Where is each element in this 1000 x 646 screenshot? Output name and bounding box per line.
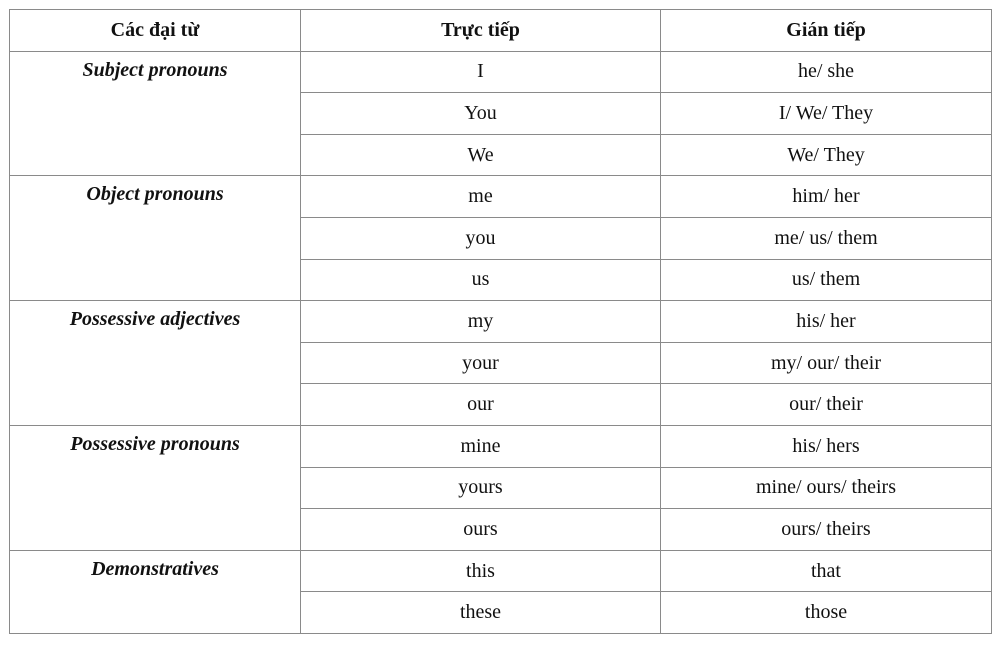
direct-cell: my bbox=[301, 301, 661, 343]
direct-cell: You bbox=[301, 93, 661, 135]
header-direct: Trực tiếp bbox=[301, 10, 661, 52]
direct-cell: mine bbox=[301, 425, 661, 467]
indirect-cell: our/ their bbox=[661, 384, 992, 426]
category-demonstratives: Demonstratives bbox=[10, 550, 301, 633]
table-row bbox=[10, 176, 992, 218]
indirect-cell: ours/ theirs bbox=[661, 509, 992, 551]
direct-cell: these bbox=[301, 592, 661, 634]
pronoun-table bbox=[9, 9, 992, 634]
direct-cell: you bbox=[301, 217, 661, 259]
indirect-cell: me/ us/ them bbox=[661, 217, 992, 259]
indirect-cell: his/ hers bbox=[661, 425, 992, 467]
indirect-cell: those bbox=[661, 592, 992, 634]
direct-cell: We bbox=[301, 134, 661, 176]
table-row bbox=[10, 550, 992, 592]
category-subject-pronouns: Subject pronouns bbox=[10, 51, 301, 176]
table-row bbox=[10, 425, 992, 467]
table-row bbox=[10, 301, 992, 343]
header-row bbox=[10, 10, 992, 52]
header-category: Các đại từ bbox=[10, 10, 301, 52]
table-row bbox=[10, 51, 992, 93]
direct-cell: I bbox=[301, 51, 661, 93]
indirect-cell: We/ They bbox=[661, 134, 992, 176]
indirect-cell: I/ We/ They bbox=[661, 93, 992, 135]
category-object-pronouns: Object pronouns bbox=[10, 176, 301, 301]
indirect-cell: my/ our/ their bbox=[661, 342, 992, 384]
indirect-cell: he/ she bbox=[661, 51, 992, 93]
category-possessive-adjectives: Possessive adjectives bbox=[10, 301, 301, 426]
direct-cell: yours bbox=[301, 467, 661, 509]
indirect-cell: him/ her bbox=[661, 176, 992, 218]
direct-cell: me bbox=[301, 176, 661, 218]
category-possessive-pronouns: Possessive pronouns bbox=[10, 425, 301, 550]
indirect-cell: us/ them bbox=[661, 259, 992, 301]
direct-cell: ours bbox=[301, 509, 661, 551]
direct-cell: your bbox=[301, 342, 661, 384]
indirect-cell: his/ her bbox=[661, 301, 992, 343]
header-indirect: Gián tiếp bbox=[661, 10, 992, 52]
indirect-cell: mine/ ours/ theirs bbox=[661, 467, 992, 509]
direct-cell: this bbox=[301, 550, 661, 592]
direct-cell: us bbox=[301, 259, 661, 301]
direct-cell: our bbox=[301, 384, 661, 426]
indirect-cell: that bbox=[661, 550, 992, 592]
